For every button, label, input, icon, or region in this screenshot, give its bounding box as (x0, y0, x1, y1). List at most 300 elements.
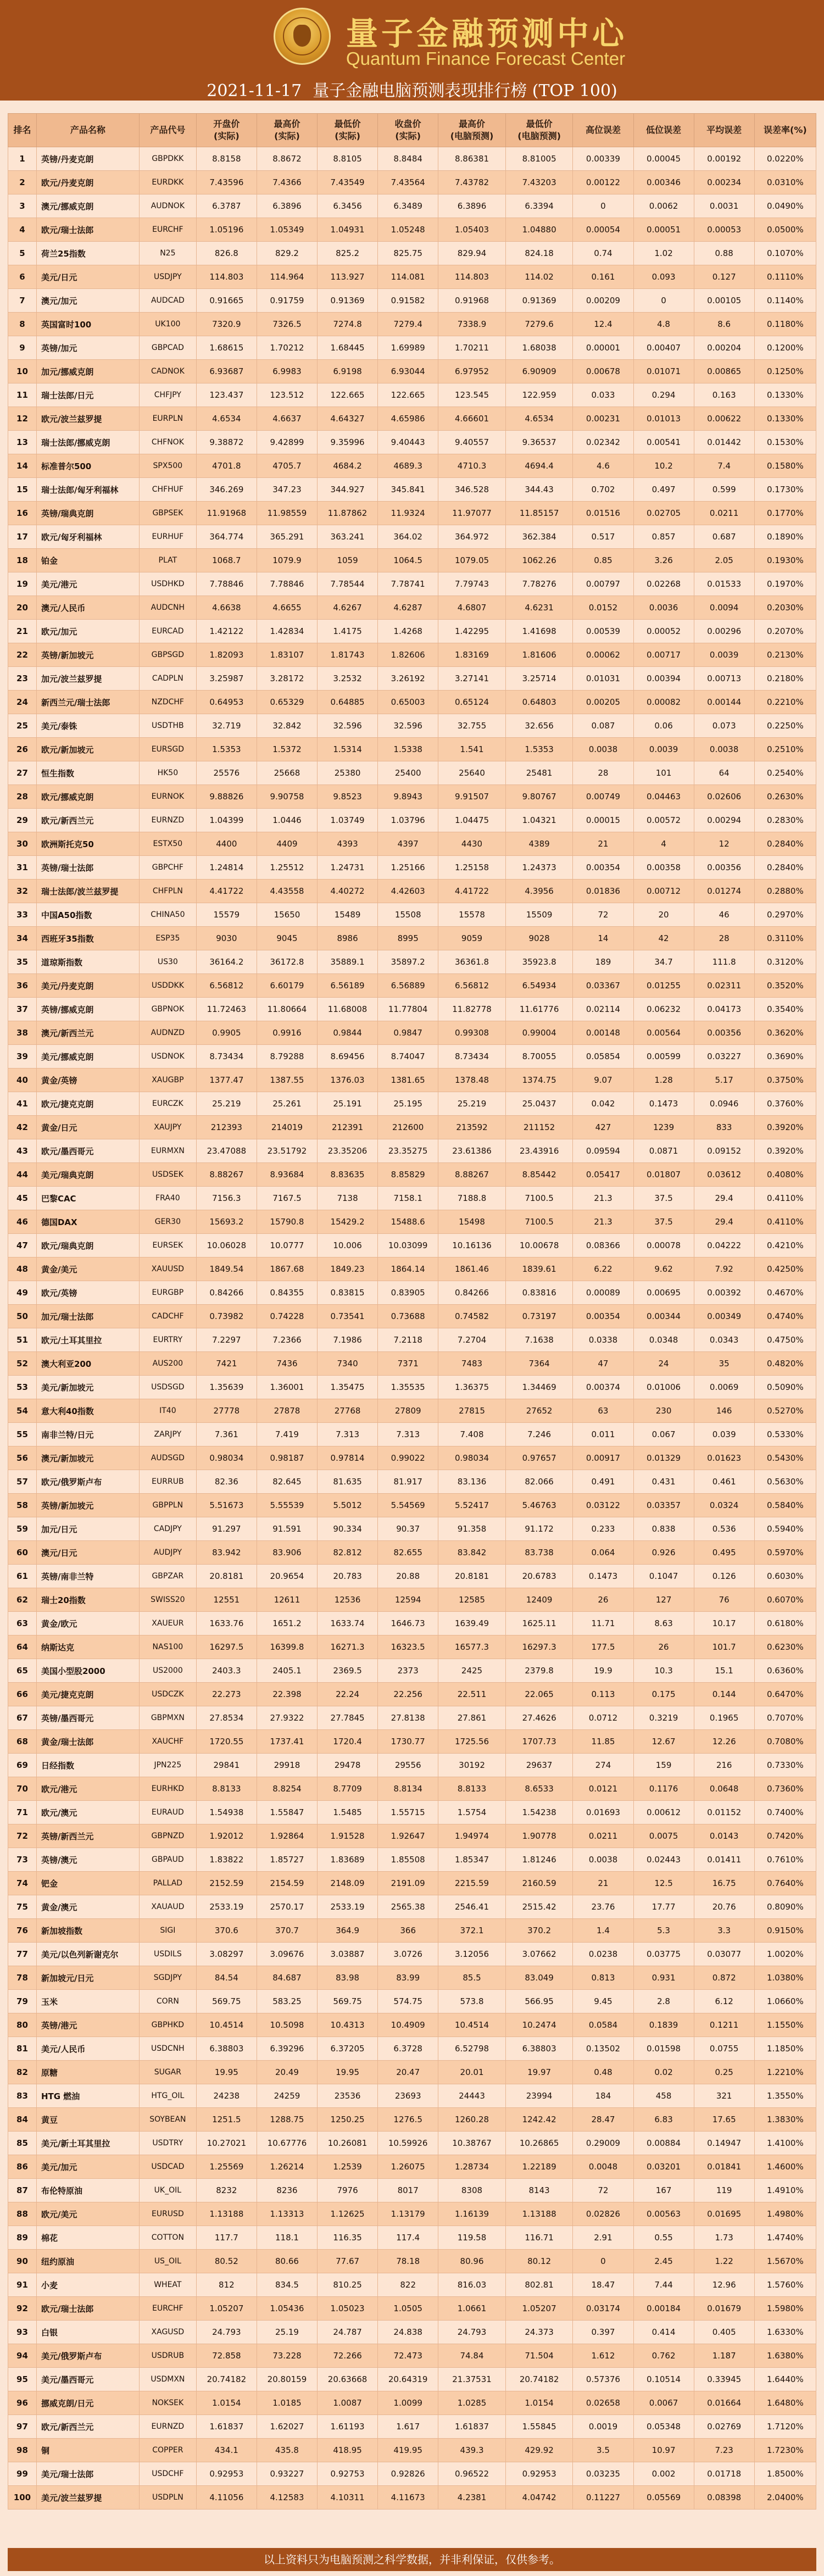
symbol-cell: EURMXN (139, 1139, 196, 1163)
value-cell: 0 (573, 2250, 633, 2273)
value-cell: 4684.2 (318, 454, 378, 478)
value-cell: 0.00622 (694, 407, 754, 431)
rank-cell: 90 (8, 2250, 37, 2273)
value-cell: 0.05417 (573, 1163, 633, 1187)
value-cell: 0.01006 (633, 1376, 694, 1399)
value-cell: 1.92864 (257, 1824, 317, 1848)
value-cell: 0.7070% (754, 1706, 816, 1730)
value-cell: 0.0038 (573, 1848, 633, 1872)
value-cell: 0.0031 (694, 194, 754, 218)
value-cell: 4.3956 (505, 880, 573, 903)
value-cell: 0.01718 (694, 2462, 754, 2486)
symbol-cell: USDPLN (139, 2486, 196, 2510)
value-cell: 21 (573, 1872, 633, 1895)
value-cell: 0.857 (633, 525, 694, 549)
rank-cell: 97 (8, 2415, 37, 2439)
table-row (8, 431, 816, 454)
value-cell: 27.8138 (378, 1706, 438, 1730)
value-cell: 0.0584 (573, 2013, 633, 2037)
product-name-cell: 英国富时100 (36, 313, 139, 336)
value-cell: 8.8105 (318, 147, 378, 171)
value-cell: 1625.11 (505, 1612, 573, 1635)
product-name-cell: 美元/俄罗斯卢布 (36, 2344, 139, 2368)
value-cell: 0.3920% (754, 1139, 816, 1163)
value-cell: 0 (633, 289, 694, 313)
value-cell: 1.82093 (196, 643, 257, 667)
value-cell: 0.91369 (318, 289, 378, 313)
value-cell: 9.40443 (378, 431, 438, 454)
value-cell: 0.7420% (754, 1824, 816, 1848)
rank-cell: 57 (8, 1470, 37, 1494)
value-cell: 0.233 (573, 1517, 633, 1541)
rank-cell: 69 (8, 1754, 37, 1777)
value-cell: 0.00062 (573, 643, 633, 667)
symbol-cell: COTTON (139, 2226, 196, 2250)
column-header: 误差率(%) (754, 114, 816, 147)
product-name-cell: 美元/瑞典克朗 (36, 1163, 139, 1187)
value-cell: 1.05207 (196, 2297, 257, 2321)
value-cell: 10.26865 (505, 2132, 573, 2155)
value-cell: 12.4 (573, 313, 633, 336)
table-row (8, 1612, 816, 1635)
report-subtitle (0, 77, 824, 101)
column-header: 最高价 (电脑预测) (438, 114, 506, 147)
table-row (8, 2202, 816, 2226)
column-header: 开盘价 (实际) (196, 114, 257, 147)
value-cell: 0.00339 (573, 147, 633, 171)
symbol-cell: IT40 (139, 1399, 196, 1423)
symbol-cell: EURCAD (139, 620, 196, 643)
value-cell: 0.03367 (573, 974, 633, 998)
table-row (8, 1352, 816, 1376)
value-cell: 16271.3 (318, 1635, 378, 1659)
value-cell: 10.5098 (257, 2013, 317, 2037)
product-name-cell: 意大利40指数 (36, 1399, 139, 1423)
table-row (8, 2061, 816, 2084)
rank-cell: 64 (8, 1635, 37, 1659)
symbol-cell: GBPCHF (139, 856, 196, 880)
rank-cell: 74 (8, 1872, 37, 1895)
value-cell: 1.92012 (196, 1824, 257, 1848)
symbol-cell: EURDKK (139, 171, 196, 194)
value-cell: 0.73197 (505, 1305, 573, 1328)
value-cell: 22.24 (318, 1683, 378, 1706)
value-cell: 1.4100% (754, 2132, 816, 2155)
value-cell: 8.73434 (438, 1045, 506, 1069)
value-cell: 0.1200% (754, 336, 816, 360)
value-cell: 0.91665 (196, 289, 257, 313)
value-cell: 114.081 (378, 265, 438, 289)
value-cell: 34.7 (633, 950, 694, 974)
symbol-cell: EURGBP (139, 1281, 196, 1305)
value-cell: 10.4514 (196, 2013, 257, 2037)
value-cell: 1.42834 (257, 620, 317, 643)
value-cell: 0.00205 (573, 691, 633, 714)
value-cell: 8.8134 (378, 1777, 438, 1801)
value-cell: 434.1 (196, 2439, 257, 2462)
value-cell: 1.36001 (257, 1376, 317, 1399)
value-cell: 0.00052 (633, 620, 694, 643)
value-cell: 0.01807 (633, 1163, 694, 1187)
value-cell: 0.02342 (573, 431, 633, 454)
symbol-cell: USDSEK (139, 1163, 196, 1187)
value-cell: 0.0094 (694, 596, 754, 620)
value-cell: 0.00234 (694, 171, 754, 194)
symbol-cell: AUDCNH (139, 596, 196, 620)
value-cell: 7.78544 (318, 572, 378, 596)
value-cell: 12.5 (633, 1872, 694, 1895)
value-cell: 458 (633, 2084, 694, 2108)
value-cell: 0.74582 (438, 1305, 506, 1328)
value-cell: 6.37205 (318, 2037, 378, 2061)
table-row (8, 407, 816, 431)
column-header: 产品代号 (139, 114, 196, 147)
value-cell: 1725.56 (438, 1730, 506, 1754)
value-cell: 1.5670% (754, 2250, 816, 2273)
symbol-cell: CADJPY (139, 1517, 196, 1541)
value-cell: 7.43549 (318, 171, 378, 194)
value-cell: 0.1330% (754, 407, 816, 431)
value-cell: 10.27021 (196, 2132, 257, 2155)
product-name-cell: 纽约原油 (36, 2250, 139, 2273)
symbol-cell: CHFHUF (139, 478, 196, 502)
value-cell: 7.246 (505, 1423, 573, 1446)
value-cell: 0.1211 (694, 2013, 754, 2037)
value-cell: 1.12625 (318, 2202, 378, 2226)
value-cell: 0.2970% (754, 903, 816, 927)
product-name-cell: 美元/泰铢 (36, 714, 139, 738)
value-cell: 1.69989 (378, 336, 438, 360)
value-cell: 20.74182 (505, 2368, 573, 2391)
rank-cell: 98 (8, 2439, 37, 2462)
value-cell: 1720.4 (318, 1730, 378, 1754)
value-cell: 429.92 (505, 2439, 573, 2462)
value-cell: 42 (633, 927, 694, 950)
value-cell: 27878 (257, 1399, 317, 1423)
value-cell: 212393 (196, 1116, 257, 1139)
table-row (8, 2368, 816, 2391)
value-cell: 72.473 (378, 2344, 438, 2368)
value-cell: 11.85157 (505, 502, 573, 525)
value-cell: 0.6470% (754, 1683, 816, 1706)
product-name-cell: 欧元/匈牙利福林 (36, 525, 139, 549)
value-cell: 10.59926 (378, 2132, 438, 2155)
value-cell: 7.2297 (196, 1328, 257, 1352)
table-row (8, 2486, 816, 2510)
product-name-cell: 欧元/英镑 (36, 1281, 139, 1305)
value-cell: 0.97814 (318, 1446, 378, 1470)
value-cell: 17.65 (694, 2108, 754, 2132)
value-cell: 4.41722 (196, 880, 257, 903)
product-name-cell: 新加坡指数 (36, 1919, 139, 1943)
rank-cell: 56 (8, 1446, 37, 1470)
value-cell: 1.68615 (196, 336, 257, 360)
value-cell: 0.00612 (633, 1801, 694, 1824)
value-cell: 4.6287 (378, 596, 438, 620)
value-cell: 0.113 (573, 1683, 633, 1706)
value-cell: 1059 (318, 549, 378, 572)
table-row (8, 2013, 816, 2037)
value-cell: 0.00392 (694, 1281, 754, 1305)
value-cell: 1.28 (633, 1069, 694, 1092)
value-cell: 72.858 (196, 2344, 257, 2368)
value-cell: 0.0075 (633, 1824, 694, 1848)
value-cell: 0.0036 (633, 596, 694, 620)
value-cell: 72 (573, 2179, 633, 2202)
value-cell: 21 (573, 832, 633, 856)
product-name-cell: 美元/加元 (36, 2155, 139, 2179)
value-cell: 0.08366 (573, 1234, 633, 1258)
value-cell: 84.54 (196, 1966, 257, 1990)
value-cell: 7.79743 (438, 572, 506, 596)
value-cell: 15509 (505, 903, 573, 927)
product-name-cell: 英镑/港元 (36, 2013, 139, 2037)
value-cell: 1.0185 (257, 2391, 317, 2415)
product-name-cell: 英镑/瑞士法郎 (36, 856, 139, 880)
product-name-cell: 欧元/加元 (36, 620, 139, 643)
value-cell: 0.92953 (196, 2462, 257, 2486)
rank-cell: 94 (8, 2344, 37, 2368)
table-row (8, 1919, 816, 1943)
value-cell: 0.161 (573, 265, 633, 289)
value-cell: 0.002 (633, 2462, 694, 2486)
value-cell: 0.1473 (573, 1565, 633, 1588)
value-cell: 2379.8 (505, 1659, 573, 1683)
rank-cell: 5 (8, 242, 37, 265)
value-cell: 0.2210% (754, 691, 816, 714)
symbol-cell: EURCHF (139, 2297, 196, 2321)
value-cell: 7279.4 (378, 313, 438, 336)
table-row (8, 1423, 816, 1446)
rank-cell: 32 (8, 880, 37, 903)
value-cell: 0.03174 (573, 2297, 633, 2321)
value-cell: 0.01533 (694, 572, 754, 596)
value-cell: 0.00358 (633, 856, 694, 880)
value-cell: 114.803 (196, 265, 257, 289)
value-cell: 23536 (318, 2084, 378, 2108)
table-row (8, 1163, 816, 1187)
value-cell: 0.91968 (438, 289, 506, 313)
value-cell: 7.92 (694, 1258, 754, 1281)
value-cell: 25576 (196, 761, 257, 785)
value-cell: 0.087 (573, 714, 633, 738)
value-cell: 29556 (378, 1754, 438, 1777)
value-cell: 0.98034 (438, 1446, 506, 1470)
value-cell: 8.74047 (378, 1045, 438, 1069)
value-cell: 8995 (378, 927, 438, 950)
value-cell: 7.313 (378, 1423, 438, 1446)
value-cell: 11.71 (573, 1612, 633, 1635)
symbol-cell: USDHKD (139, 572, 196, 596)
value-cell: 0.042 (573, 1092, 633, 1116)
rank-cell: 88 (8, 2202, 37, 2226)
value-cell: 72 (573, 903, 633, 927)
value-cell: 1.70212 (257, 336, 317, 360)
symbol-cell: NZDCHF (139, 691, 196, 714)
value-cell: 6.9983 (257, 360, 317, 383)
value-cell: 0.5630% (754, 1470, 816, 1494)
value-cell: 184 (573, 2084, 633, 2108)
value-cell: 0.813 (573, 1966, 633, 1990)
product-name-cell: 欧元/新西兰元 (36, 809, 139, 832)
value-cell: 20.9654 (257, 1565, 317, 1588)
value-cell: 0.00122 (573, 171, 633, 194)
value-cell: 21.37531 (438, 2368, 506, 2391)
value-cell: 0.99308 (438, 1021, 506, 1045)
value-cell: 0.0062 (633, 194, 694, 218)
rank-cell: 65 (8, 1659, 37, 1683)
rank-cell: 3 (8, 194, 37, 218)
table-row (8, 1470, 816, 1494)
value-cell: 0.00015 (573, 809, 633, 832)
value-cell: 0.2880% (754, 880, 816, 903)
value-cell: 127 (633, 1588, 694, 1612)
value-cell: 0.1180% (754, 313, 816, 336)
value-cell: 0.0039 (694, 643, 754, 667)
value-cell: 10.006 (318, 1234, 378, 1258)
table-row (8, 242, 816, 265)
value-cell: 0.00204 (694, 336, 754, 360)
value-cell: 4.6267 (318, 596, 378, 620)
value-cell: 10.16136 (438, 1234, 506, 1258)
value-cell: 25640 (438, 761, 506, 785)
rank-cell: 14 (8, 454, 37, 478)
value-cell: 4.10311 (318, 2486, 378, 2510)
value-cell: 15.1 (694, 1659, 754, 1683)
value-cell: 0.926 (633, 1541, 694, 1565)
symbol-cell: AUDNZD (139, 1021, 196, 1045)
value-cell: 1.55715 (378, 1801, 438, 1824)
symbol-cell: FRA40 (139, 1187, 196, 1210)
rank-cell: 35 (8, 950, 37, 974)
value-cell: 573.8 (438, 1990, 506, 2013)
value-cell: 0.599 (694, 478, 754, 502)
table-row (8, 1376, 816, 1399)
value-cell: 26 (573, 1588, 633, 1612)
rank-cell: 7 (8, 289, 37, 313)
value-cell: 111.8 (694, 950, 754, 974)
value-cell: 24443 (438, 2084, 506, 2108)
column-header: 平均误差 (694, 114, 754, 147)
value-cell: 0.687 (694, 525, 754, 549)
value-cell: 0.03227 (694, 1045, 754, 1069)
value-cell: 0.01841 (694, 2155, 754, 2179)
product-name-cell: 瑞士20指数 (36, 1588, 139, 1612)
value-cell: 1.6440% (754, 2368, 816, 2391)
value-cell: 0.06 (633, 714, 694, 738)
table-row (8, 171, 816, 194)
value-cell: 2215.59 (438, 1872, 506, 1895)
value-cell: 7.43564 (378, 171, 438, 194)
symbol-cell: GBPMXN (139, 1706, 196, 1730)
value-cell: 6.52798 (438, 2037, 506, 2061)
rank-cell: 73 (8, 1848, 37, 1872)
value-cell: 82.812 (318, 1541, 378, 1565)
value-cell: 15650 (257, 903, 317, 927)
symbol-cell: EURSEK (139, 1234, 196, 1258)
value-cell: 11.9324 (378, 502, 438, 525)
symbol-cell: USDMXN (139, 2368, 196, 2391)
value-cell: 177.5 (573, 1635, 633, 1659)
value-cell: 27809 (378, 1399, 438, 1423)
value-cell: 0.00865 (694, 360, 754, 383)
value-cell: 83.942 (196, 1541, 257, 1565)
value-cell: 0.0343 (694, 1328, 754, 1352)
table-row (8, 1659, 816, 1683)
value-cell: 2570.17 (257, 1895, 317, 1919)
rank-cell: 10 (8, 360, 37, 383)
symbol-cell: ZARJPY (139, 1423, 196, 1446)
value-cell: 0.064 (573, 1541, 633, 1565)
column-header: 最低价 (实际) (318, 114, 378, 147)
value-cell: 1239 (633, 1116, 694, 1139)
value-cell: 2148.09 (318, 1872, 378, 1895)
value-cell: 0.6360% (754, 1659, 816, 1683)
product-name-cell: 美国小型股2000 (36, 1659, 139, 1683)
symbol-cell: HTG_OIL (139, 2084, 196, 2108)
rank-cell: 1 (8, 147, 37, 171)
product-name-cell: 澳元/挪威克朗 (36, 194, 139, 218)
value-cell: 12585 (438, 1588, 506, 1612)
value-cell: 2154.59 (257, 1872, 317, 1895)
value-cell: 0.13502 (573, 2037, 633, 2061)
value-cell: 11.68008 (318, 998, 378, 1021)
value-cell: 6.90909 (505, 360, 573, 383)
value-cell: 4.66601 (438, 407, 506, 431)
product-name-cell: HTG 燃油 (36, 2084, 139, 2108)
symbol-cell: SIGI (139, 1919, 196, 1943)
value-cell: 0.0490% (754, 194, 816, 218)
value-cell: 0.00407 (633, 336, 694, 360)
symbol-cell: USDCAD (139, 2155, 196, 2179)
symbol-cell: GBPDKK (139, 147, 196, 171)
rank-cell: 50 (8, 1305, 37, 1328)
value-cell: 0.1770% (754, 502, 816, 525)
product-name-cell: 标准普尔500 (36, 454, 139, 478)
value-cell: 7.78276 (505, 572, 573, 596)
value-cell: 23994 (505, 2084, 573, 2108)
value-cell: 9.38872 (196, 431, 257, 454)
value-cell: 8.8133 (438, 1777, 506, 1801)
value-cell: 7320.9 (196, 313, 257, 336)
value-cell: 0.0324 (694, 1494, 754, 1517)
value-cell: 9.07 (573, 1069, 633, 1092)
value-cell: 0.01013 (633, 407, 694, 431)
value-cell: 834.5 (257, 2273, 317, 2297)
value-cell: 0.9150% (754, 1919, 816, 1943)
value-cell: 7483 (438, 1352, 506, 1376)
value-cell: 11.85 (573, 1730, 633, 1754)
value-cell: 16323.5 (378, 1635, 438, 1659)
product-name-cell: 日经指数 (36, 1754, 139, 1777)
value-cell: 0.02268 (633, 572, 694, 596)
value-cell: 2546.41 (438, 1895, 506, 1919)
value-cell: 189 (573, 950, 633, 974)
value-cell: 346.528 (438, 478, 506, 502)
value-cell: 0.01679 (694, 2297, 754, 2321)
value-cell: 18.47 (573, 2273, 633, 2297)
value-cell: 1.68445 (318, 336, 378, 360)
value-cell: 0.1047 (633, 1565, 694, 1588)
value-cell: 1.34469 (505, 1376, 573, 1399)
value-cell: 0.175 (633, 1683, 694, 1706)
value-cell: 76 (694, 1588, 754, 1612)
symbol-cell: EURPLN (139, 407, 196, 431)
value-cell: 1651.2 (257, 1612, 317, 1635)
value-cell: 80.12 (505, 2250, 573, 2273)
value-cell: 0.872 (694, 1966, 754, 1990)
value-cell: 6.12 (694, 1990, 754, 2013)
